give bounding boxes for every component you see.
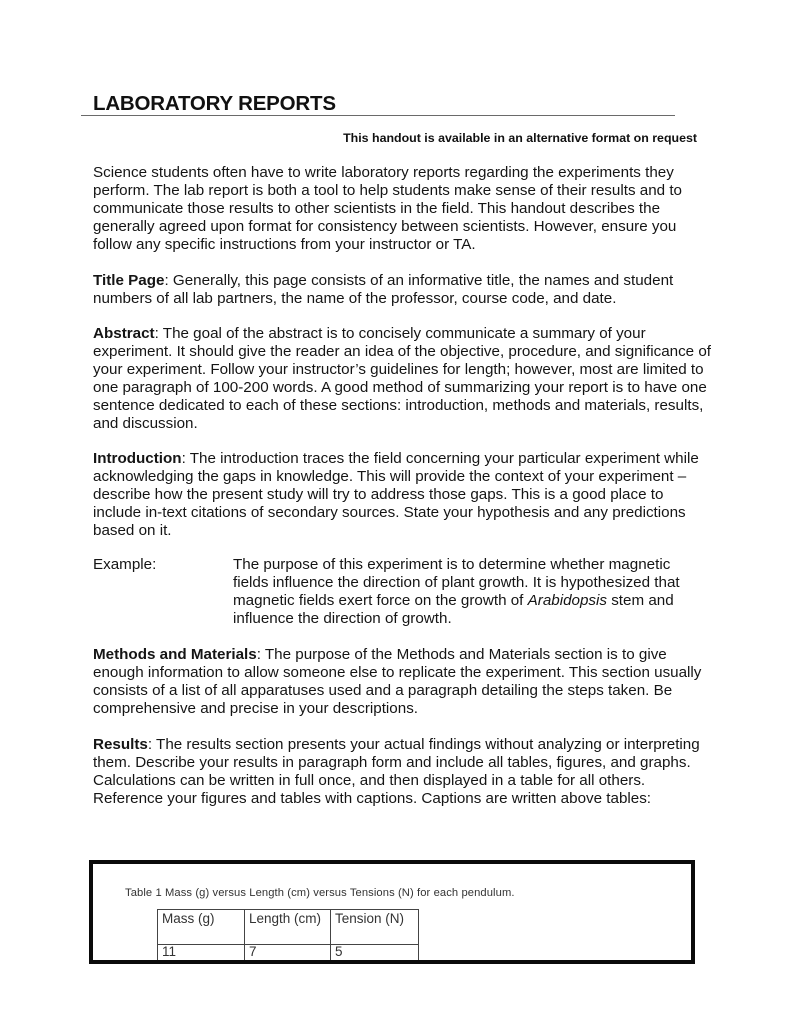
section-text: : Generally, this page consists of an informative title, the names and student numbers of all lab partners, the name of the professor, course code, and date.: [93, 272, 674, 307]
intro-paragraph: Science students often have to write laboratory reports regarding the experiments they perform. The lab report is both a tool to help students make sense of their results and to communicate those results to other scientists in the field. This handout describes the generally agreed upon format for consistency between scientists. However, ensure you follow any specific instructions from your instructor or TA.: [93, 164, 682, 253]
example-label: Example:: [93, 556, 157, 573]
section-heading: Methods and Materials: [93, 646, 257, 663]
example-body: [233, 556, 703, 628]
section-heading: Introduction: [93, 450, 182, 467]
alternative-format-note: This handout is available in an alternative format on request: [343, 131, 697, 145]
section-title-page: [93, 272, 713, 308]
section-heading: Results: [93, 736, 148, 753]
section-text: : The goal of the abstract is to concisely communicate a summary of your experiment. It should give the reader an idea of the objective, procedure, and significance of your experiment. Follow your instructor’s guidelines for length; however, most are limited to one paragraph of 100-200 words. A good method of summarizing your report is to have one sentence dedicated to each of these sections: introduction, methods and materials, results, and discussion.: [93, 325, 712, 432]
table-row: [158, 945, 419, 962]
table-cell-tension: 5: [331, 945, 419, 962]
section-methods-and-materials: [93, 646, 713, 718]
column-header-length: Length (cm): [245, 910, 331, 945]
section-abstract: [93, 325, 713, 433]
example-italic-term: Arabidopsis: [527, 592, 607, 609]
title-rule: [81, 115, 675, 116]
table-cell-mass: 11: [158, 945, 245, 962]
section-results: [93, 736, 713, 808]
table-cell-length: 7: [245, 945, 331, 962]
section-heading: Abstract: [93, 325, 155, 342]
table-caption: Table 1 Mass (g) versus Length (cm) versus Tensions (N) for each pendulum.: [125, 887, 515, 899]
column-header-mass: Mass (g): [158, 910, 245, 945]
table-figure: [89, 860, 695, 964]
page-title: LABORATORY REPORTS: [93, 92, 336, 115]
section-text: : The introduction traces the field concerning your particular experiment while acknowledging the gaps in knowledge. This will provide the context of your experiment – describe how the present study will try to address those gaps. This is a good place to include in-text citations of secondary sources. State your hypothesis and any predictions based on it.: [93, 450, 699, 539]
section-introduction: [93, 450, 713, 540]
example-text-before: The purpose of this experiment is to determine whether magnetic fields influence the direction of plant growth. It is hypothesized that magnetic fields exert force on the growth of: [233, 556, 680, 609]
table-header-row: [158, 910, 419, 945]
section-heading: Title Page: [93, 272, 165, 289]
column-header-tension: Tension (N): [331, 910, 419, 945]
section-text: : The purpose of the Methods and Materials section is to give enough information to allow someone else to replicate the experiment. This section usually consists of a list of all apparatuses used and a paragraph detailing the steps taken. Be comprehensive and precise in your descriptions.: [93, 646, 702, 717]
section-text: : The results section presents your actual findings without analyzing or interpreting them. Describe your results in paragraph form and include all tables, figures, and graphs. Calculations can be written in full once, and then displayed in a table for all others. Reference your figures and tables with captions. Captions are written above tables:: [93, 736, 700, 807]
data-table: [157, 909, 419, 962]
example-text-after: stem and influence the direction of growth.: [233, 592, 674, 627]
